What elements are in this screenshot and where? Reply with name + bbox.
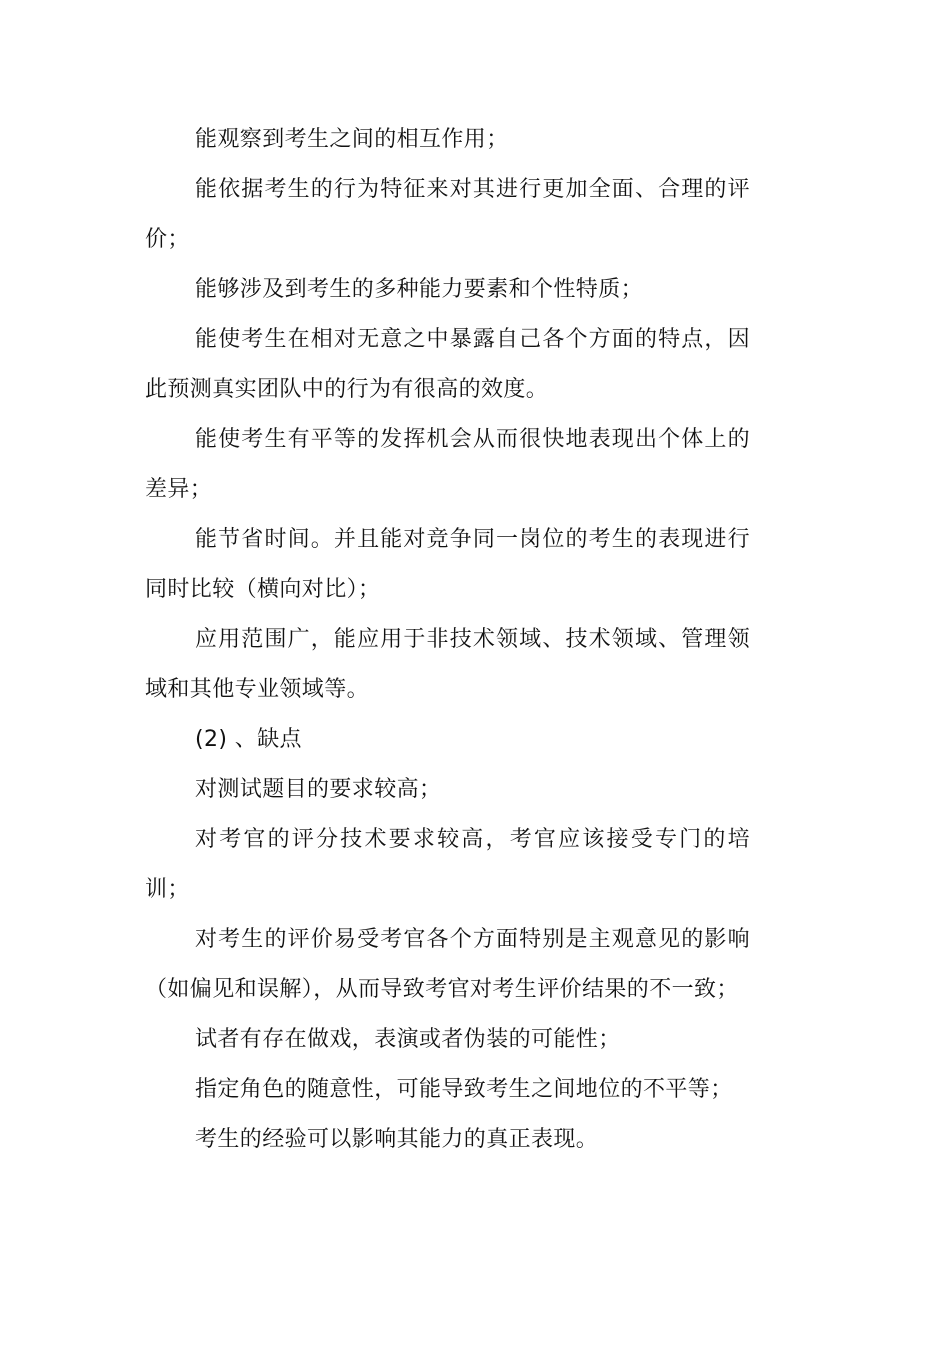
section-heading-disadvantages: (2) 、缺点 — [195, 727, 302, 752]
paragraph-observe-interaction: 能观察到考生之间的相互作用； — [195, 127, 509, 152]
paragraph-question-requirements: 对测试题目的要求较高； — [195, 777, 442, 802]
paragraph-predictive-validity: 能使考生在相对无意之中暴露自己各个方面的特点，因此预测真实团队中的行为有很高的效度。 — [145, 327, 750, 402]
paragraph-comprehensive-evaluation: 能依据考生的行为特征来对其进行更加全面、合理的评价； — [145, 177, 750, 252]
paragraph-equal-opportunity: 能使考生有平等的发挥机会从而很快地表现出个体上的差异； — [145, 427, 750, 502]
paragraph-experience-influence: 考生的经验可以影响其能力的真正表现。 — [195, 1127, 599, 1152]
document-body — [145, 115, 750, 1165]
paragraph-acting-possibility: 试者有存在做戏，表演或者伪装的可能性； — [195, 1027, 621, 1052]
paragraph-examiner-training: 对考官的评分技术要求较高，考官应该接受专门的培训； — [145, 827, 750, 902]
paragraph-wide-application: 应用范围广，能应用于非技术领域、技术领域、管理领域和其他专业领域等。 — [145, 627, 750, 702]
paragraph-multiple-abilities: 能够涉及到考生的多种能力要素和个性特质； — [195, 277, 644, 302]
paragraph-save-time: 能节省时间。并且能对竞争同一岗位的考生的表现进行同时比较（横向对比）； — [145, 527, 750, 602]
paragraph-subjective-bias: 对考生的评价易受考官各个方面特别是主观意见的影响（如偏见和误解），从而导致考官对考生评价结果的不一致； — [145, 927, 750, 1002]
paragraph-role-randomness: 指定角色的随意性，可能导致考生之间地位的不平等； — [195, 1077, 733, 1102]
